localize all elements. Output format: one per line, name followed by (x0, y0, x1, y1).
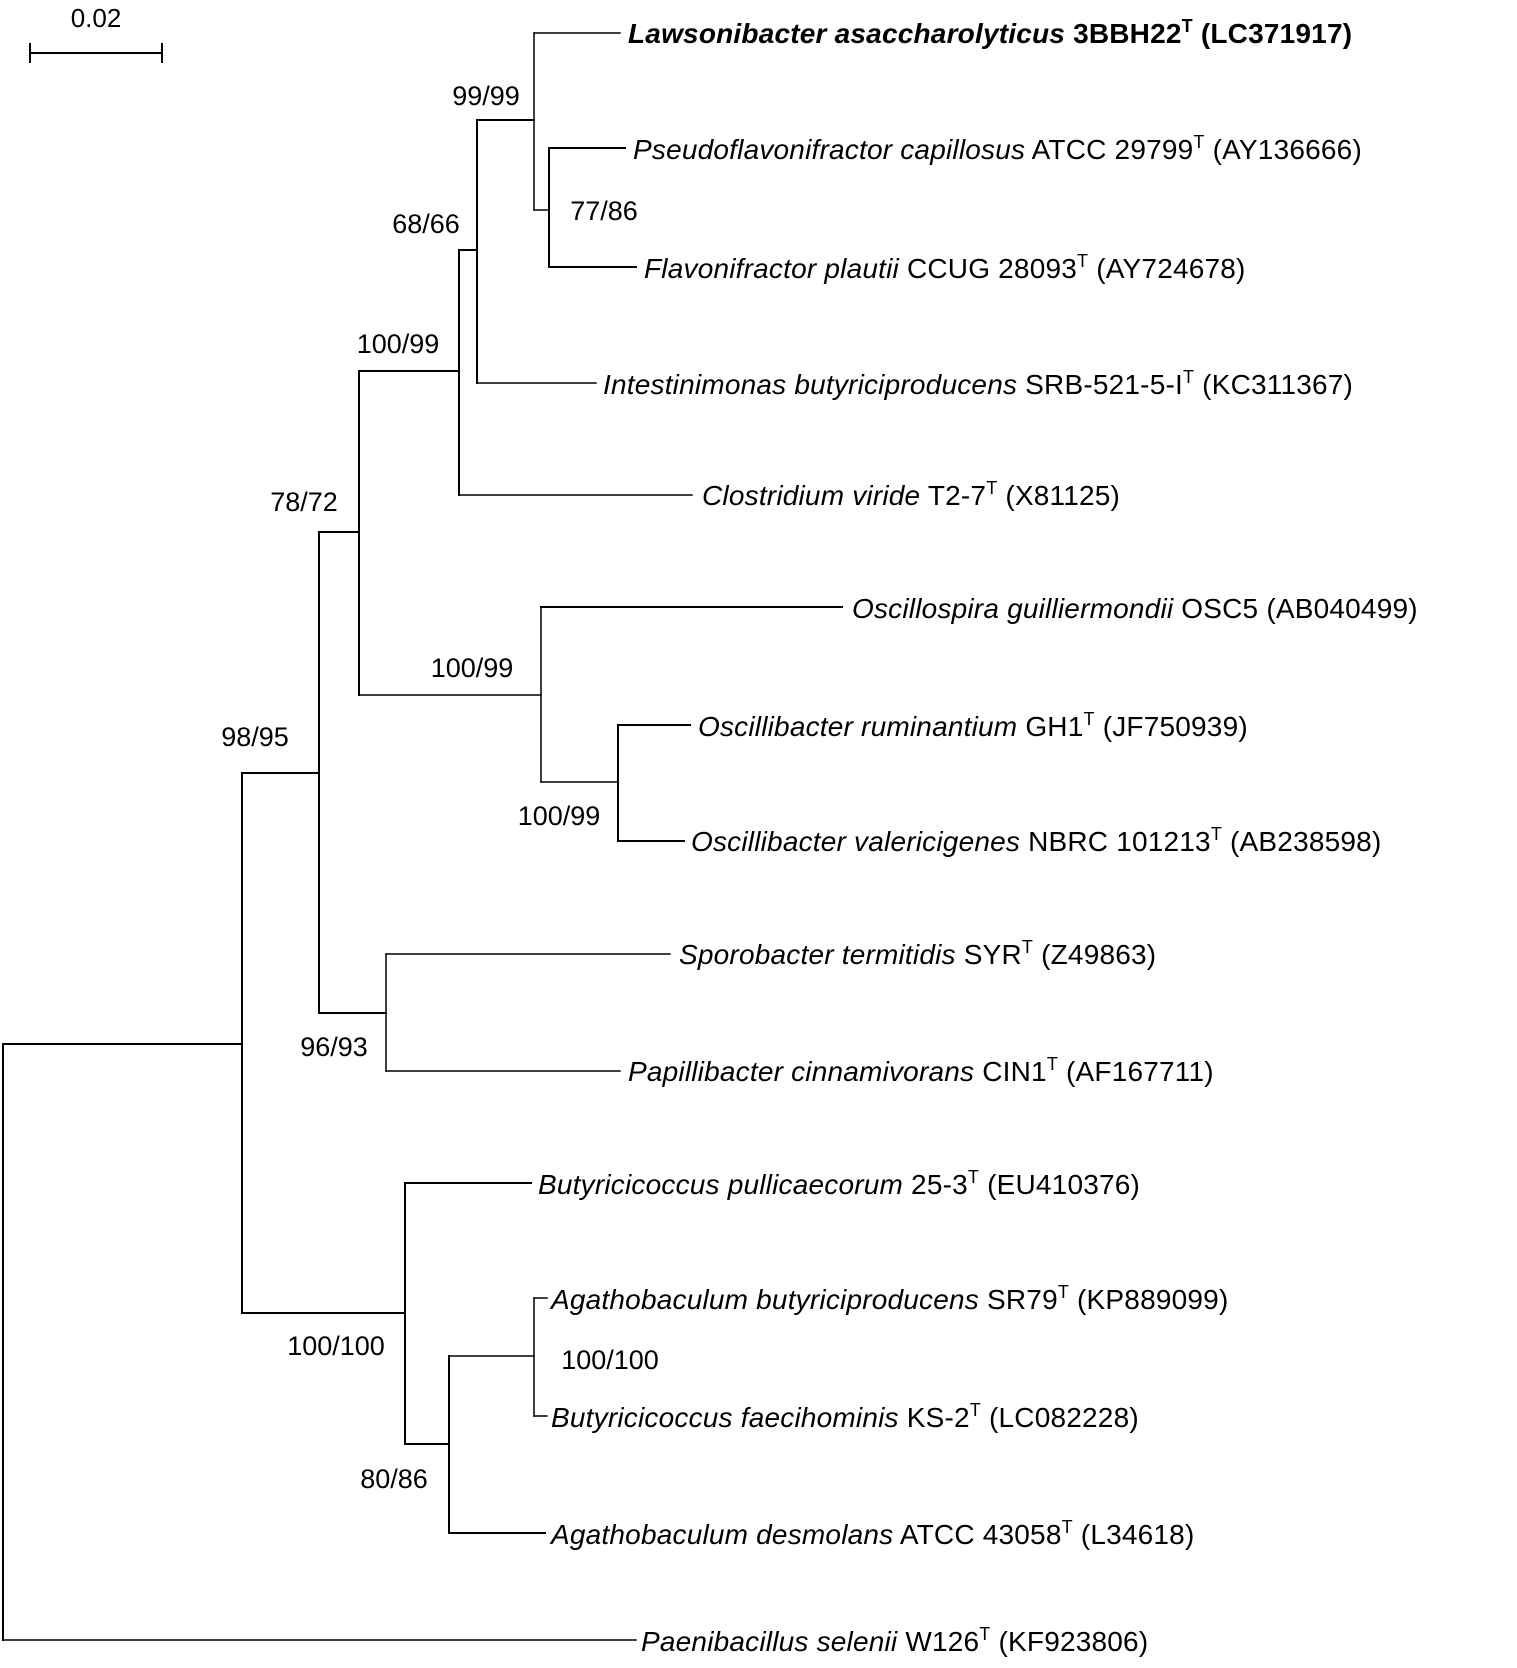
taxon-label-clostridium (702, 478, 1120, 511)
species-name: Oscillibacter ruminantium (698, 711, 1018, 742)
species-name: Agathobaculum desmolans (551, 1519, 894, 1550)
accession-number: (KF923806) (998, 1626, 1149, 1657)
type-strain-mark: T (1210, 824, 1223, 844)
type-strain-mark: T (979, 1624, 991, 1644)
support-value-n2: 77/86 (570, 196, 638, 226)
species-name: Butyricicoccus pullicaecorum (538, 1169, 904, 1200)
support-value-n3: 68/66 (392, 209, 460, 239)
type-strain-mark: T (969, 1400, 981, 1420)
support-value-n12: 80/86 (360, 1464, 428, 1494)
taxon-label-butyricicoccus-faecihominis (551, 1400, 1139, 1433)
species-name: Butyricicoccus faecihominis (551, 1402, 899, 1433)
taxon-label-osc-valericigenes (691, 824, 1381, 857)
species-name: Sporobacter termitidis (679, 939, 956, 970)
accession-number: (EU410376) (987, 1169, 1141, 1200)
taxon-label-lawsonibacter (628, 16, 1352, 49)
accession-number: (X81125) (1005, 480, 1121, 511)
taxon-labels (538, 16, 1418, 1657)
type-strain-mark: T (1046, 1054, 1059, 1074)
accession-number: (L34618) (1080, 1519, 1195, 1550)
taxon-label-papillibacter (628, 1054, 1214, 1087)
taxon-label-pseudoflavonifractor (633, 132, 1362, 165)
accession-number: (AY724678) (1096, 253, 1246, 284)
taxon-label-sporobacter (679, 937, 1156, 970)
species-name: Agathobaculum butyriciproducens (551, 1284, 980, 1315)
support-value-n9: 96/93 (300, 1032, 368, 1062)
accession-number: (LC082228) (988, 1402, 1139, 1433)
support-value-n6: 100/99 (430, 653, 514, 683)
support-value-n4: 100/99 (356, 329, 440, 359)
strain-name: GH1 (1025, 711, 1084, 742)
accession-number: (AY136666) (1212, 134, 1362, 165)
type-strain-mark: T (1181, 16, 1193, 36)
species-name: Clostridium viride (702, 480, 921, 511)
strain-name: SRB-521-5-I (1025, 369, 1183, 400)
strain-name: T2-7 (927, 480, 987, 511)
strain-name: 25-3 (911, 1169, 968, 1200)
type-strain-mark: T (1021, 937, 1034, 957)
accession-number: (Z49863) (1041, 939, 1157, 970)
strain-name: NBRC 101213 (1028, 826, 1211, 857)
strain-name: SYR (963, 939, 1022, 970)
taxon-label-flavonifractor (644, 251, 1246, 284)
taxon-label-osc-ruminantium (698, 709, 1248, 742)
strain-name: W126 (905, 1626, 980, 1657)
scale-bar (30, 3, 162, 62)
support-value-n1: 99/99 (452, 81, 520, 111)
taxon-label-paenibacillus (641, 1624, 1148, 1657)
strain-name: SR79 (987, 1284, 1058, 1315)
taxon-label-agathobaculum-desmolans (549, 1517, 1194, 1550)
type-strain-mark: T (986, 478, 998, 498)
species-name: Oscillospira guilliermondii (852, 593, 1174, 624)
strain-name: CCUG 28093 (906, 253, 1078, 284)
type-strain-mark: T (1057, 1282, 1070, 1302)
species-name: Papillibacter cinnamivorans (628, 1056, 975, 1087)
accession-number: (LC371917) (1200, 18, 1353, 49)
taxon-label-oscillospira (852, 593, 1418, 624)
support-values (221, 81, 659, 1494)
strain-name: CIN1 (982, 1056, 1047, 1087)
species-name: Intestinimonas butyriciproducens (603, 369, 1018, 400)
accession-number: (JF750939) (1102, 711, 1248, 742)
type-strain-mark: T (1077, 251, 1089, 271)
species-name: Pseudoflavonifractor capillosus (633, 134, 1026, 165)
type-strain-mark: T (967, 1167, 980, 1187)
type-strain-mark: T (1193, 132, 1205, 152)
species-name: Paenibacillus selenii (641, 1626, 898, 1657)
type-strain-mark: T (1182, 367, 1195, 387)
accession-number: (AB040499) (1266, 593, 1418, 624)
support-value-n8: 98/95 (221, 722, 289, 752)
scale-bar-label: 0.02 (70, 3, 122, 33)
strain-name: KS-2 (906, 1402, 970, 1433)
accession-number: (AB238598) (1230, 826, 1382, 857)
support-value-n11: 100/100 (561, 1345, 659, 1375)
type-strain-mark: T (1083, 709, 1095, 729)
taxon-label-intestinimonas (603, 367, 1353, 400)
species-name: Lawsonibacter asaccharolyticus (628, 18, 1066, 49)
strain-name: ATCC 29799 (1031, 134, 1194, 165)
taxon-label-butyricicoccus-pullicaecorum (538, 1167, 1140, 1200)
strain-name: ATCC 43058 (899, 1519, 1062, 1550)
support-value-n10: 100/100 (287, 1331, 385, 1361)
strain-name: OSC5 (1181, 593, 1259, 624)
support-value-n7: 100/99 (517, 801, 601, 831)
species-name: Flavonifractor plautii (644, 253, 899, 284)
accession-number: (KC311367) (1202, 369, 1354, 400)
type-strain-mark: T (1061, 1517, 1073, 1537)
accession-number: (KP889099) (1077, 1284, 1229, 1315)
accession-number: (AF167711) (1066, 1056, 1214, 1087)
strain-name: 3BBH22 (1073, 18, 1182, 49)
taxon-label-agathobaculum-butyriciproducens (549, 1282, 1228, 1315)
support-value-n5: 78/72 (270, 487, 338, 517)
species-name: Oscillibacter valericigenes (691, 826, 1021, 857)
